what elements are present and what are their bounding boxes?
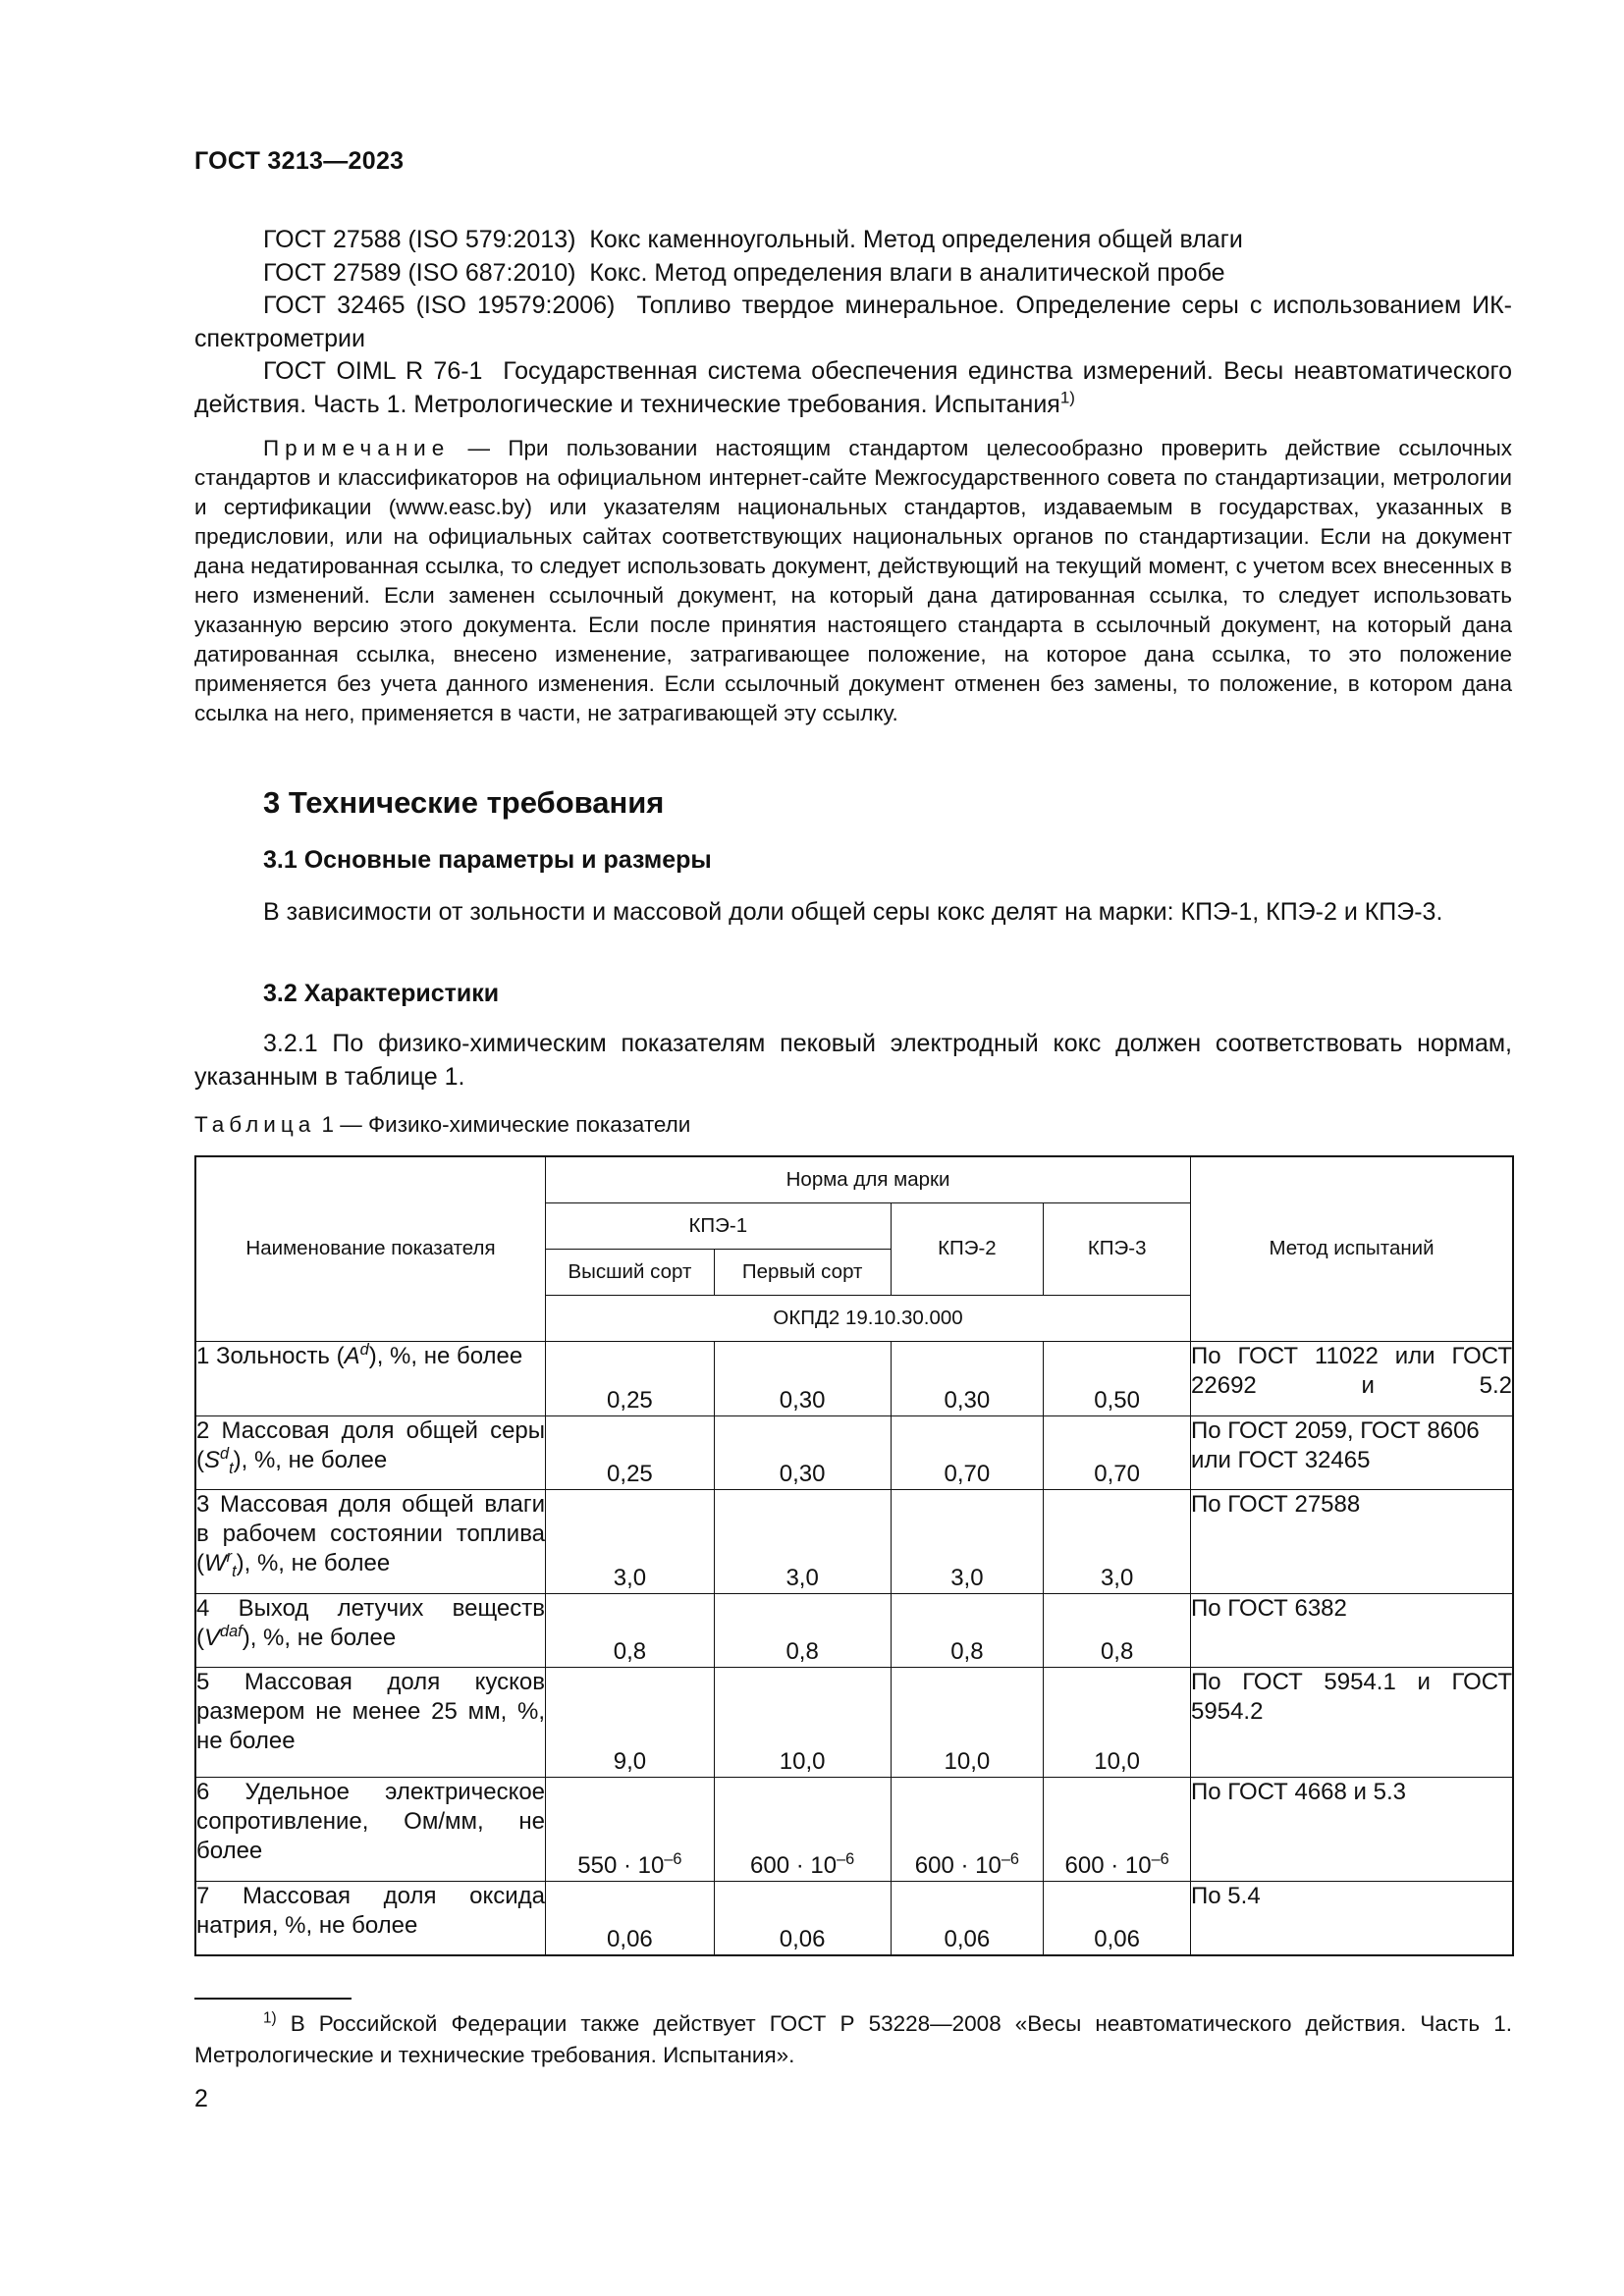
section-3-1-text: В зависимости от зольности и массовой доли общей серы кокс делят на марки: КПЭ-1, КПЭ-2 и КПЭ-3. (263, 898, 1443, 926)
value-cell: 0,8 (1044, 1593, 1191, 1667)
table-row (195, 1593, 1513, 1667)
header-kpe3: КПЭ-3 (1044, 1202, 1191, 1295)
table-caption: Таблица 1 — Физико-химические показатели (194, 1112, 691, 1137)
row-name: 1 Зольность $(A^d)$, %, не более (195, 1341, 546, 1415)
value-cell: $550 \cdot 10^{-6}$ (546, 1777, 715, 1881)
header-kpe2: КПЭ-2 (891, 1202, 1044, 1295)
footnote-mark: 1) (263, 2009, 277, 2027)
value-cell: 3,0 (1044, 1489, 1191, 1593)
method-cell: По ГОСТ 27588 (1191, 1489, 1513, 1593)
section-3-2-1-text: 3.2.1 По физико-химическим показателям пековый электродный кокс должен соответствовать нормам, указанным в таблице 1. (194, 1030, 1512, 1091)
value-cell: 3,0 (714, 1489, 891, 1593)
value-cell: 0,30 (891, 1341, 1044, 1415)
value-cell: 0,8 (546, 1593, 715, 1667)
normative-references (194, 224, 1512, 421)
footnote-mark: 1) (1059, 388, 1075, 407)
note-label: Примечание (263, 436, 451, 460)
row-name: 5 Массовая доля кусков размером не менее 25 мм, %, не более (195, 1667, 546, 1777)
section-3-title: 3 Технические требования (263, 785, 665, 820)
header-kpe1: КПЭ-1 (546, 1202, 891, 1249)
page-number: 2 (194, 2085, 208, 2112)
table-row (195, 1341, 1513, 1415)
value-cell: 9,0 (546, 1667, 715, 1777)
value-cell: 0,06 (546, 1881, 715, 1955)
header-first-grade: Первый сорт (714, 1249, 891, 1295)
method-cell: По ГОСТ 6382 (1191, 1593, 1513, 1667)
reference-item: ГОСТ 27588 (ISO 579:2013) Кокс каменноугольный. Метод определения общей влаги (263, 226, 1243, 253)
method-cell: По ГОСТ 4668 и 5.3 (1191, 1777, 1513, 1881)
header-method: Метод испытаний (1191, 1156, 1513, 1341)
section-3-2-title: 3.2 Характеристики (263, 980, 500, 1007)
note (194, 434, 1512, 728)
value-cell: 0,70 (891, 1415, 1044, 1489)
header-name: Наименование показателя (195, 1156, 546, 1341)
reference-item: ГОСТ OIML R 76-1 Государственная система обеспечения единства измерений. Весы неавтоматического действия. Часть 1. Метрологические и технические требования. Испытания$^{1)}$ (194, 357, 1512, 418)
row-name: 3 Массовая доля общей влаги в рабочем состоянии топлива $(W^r_t)$, %, не более (195, 1489, 546, 1593)
table-row (195, 1415, 1513, 1489)
value-cell: 0,8 (714, 1593, 891, 1667)
value-cell: 10,0 (714, 1667, 891, 1777)
row-name: 2 Массовая доля общей серы $(S^d_t)$, %, не более (195, 1415, 546, 1489)
running-title: ГОСТ 3213—2023 (194, 147, 405, 175)
footnote: $^{1)}$ В Российской Федерации также действует ГОСТ Р 53228—2008 «Весы неавтоматического действия. Часть 1. Метрологические и технические требования. Испытания». (194, 2009, 1512, 2067)
table-row (195, 1667, 1513, 1777)
value-cell: 0,8 (891, 1593, 1044, 1667)
header-norm: Норма для марки (546, 1156, 1191, 1202)
value-cell: 0,30 (714, 1341, 891, 1415)
value-cell: 0,30 (714, 1415, 891, 1489)
table-row (195, 1777, 1513, 1881)
section-3-1-title: 3.1 Основные параметры и размеры (263, 846, 712, 874)
method-cell: По ГОСТ 5954.1 и ГОСТ 5954.2 (1191, 1667, 1513, 1777)
value-cell: 0,50 (1044, 1341, 1191, 1415)
value-cell: 10,0 (891, 1667, 1044, 1777)
header-okpd: ОКПД2 19.10.30.000 (546, 1295, 1191, 1341)
row-name: 4 Выход летучих веществ $(V^{daf})$, %, не более (195, 1593, 546, 1667)
value-cell: 0,06 (891, 1881, 1044, 1955)
value-cell: 0,06 (1044, 1881, 1191, 1955)
value-cell: 3,0 (891, 1489, 1044, 1593)
table-1 (194, 1155, 1514, 1956)
value-cell: $600 \cdot 10^{-6}$ (1044, 1777, 1191, 1881)
row-name: 6 Удельное электрическое сопротивление, Ом/мм, не более (195, 1777, 546, 1881)
table-row (195, 1489, 1513, 1593)
method-cell: По ГОСТ 2059, ГОСТ 8606 или ГОСТ 32465 (1191, 1415, 1513, 1489)
row-name: 7 Массовая доля оксида натрия, %, не более (195, 1881, 546, 1955)
value-cell: 3,0 (546, 1489, 715, 1593)
value-cell: $600 \cdot 10^{-6}$ (891, 1777, 1044, 1881)
value-cell: 10,0 (1044, 1667, 1191, 1777)
header-top-grade: Высший сорт (546, 1249, 715, 1295)
method-cell: По ГОСТ 11022 или ГОСТ 22692 и 5.2 (1191, 1341, 1513, 1415)
value-cell: 0,25 (546, 1415, 715, 1489)
value-cell: 0,25 (546, 1341, 715, 1415)
footnote-divider (194, 1998, 352, 2000)
method-cell: По 5.4 (1191, 1881, 1513, 1955)
note-text: — При пользовании настоящим стандартом целесообразно проверить действие ссылочных стандартов и классификаторов на официальном интернет-сайте Межгосударственного совета по стандартизации, метрологии и сертификации (www.easc.by) или указателям национальных стандартов, издаваемым в государствах, указанных в предисловии, или на официальных сайтах соответствующих национальных органов по стандартизации. Если на документ дана недатированная ссылка, то следует использовать документ, действующий на текущий момент, с учетом всех внесенных в него изменений. Если заменен ссылочный документ, на который дана датированная ссылка, то следует использовать указанную версию этого документа. Если после принятия настоящего стандарта в ссылочный документ, на который дана датированная ссылка, внесено изменение, затрагивающее положение, на которое дана ссылка, то это положение применяется без учета данного изменения. Если ссылочный документ отменен без замены, то положение, в котором дана ссылка на него, применяется в части, не затрагивающей эту ссылку. (194, 436, 1512, 725)
value-cell: 0,70 (1044, 1415, 1191, 1489)
value-cell: 0,06 (714, 1881, 891, 1955)
reference-item: ГОСТ 32465 (ISO 19579:2006) Топливо твердое минеральное. Определение серы с использованием ИК-спектрометрии (194, 292, 1512, 352)
reference-item: ГОСТ 27589 (ISO 687:2010) Кокс. Метод определения влаги в аналитической пробе (263, 258, 1225, 287)
table-row (195, 1881, 1513, 1955)
value-cell: $600 \cdot 10^{-6}$ (714, 1777, 891, 1881)
